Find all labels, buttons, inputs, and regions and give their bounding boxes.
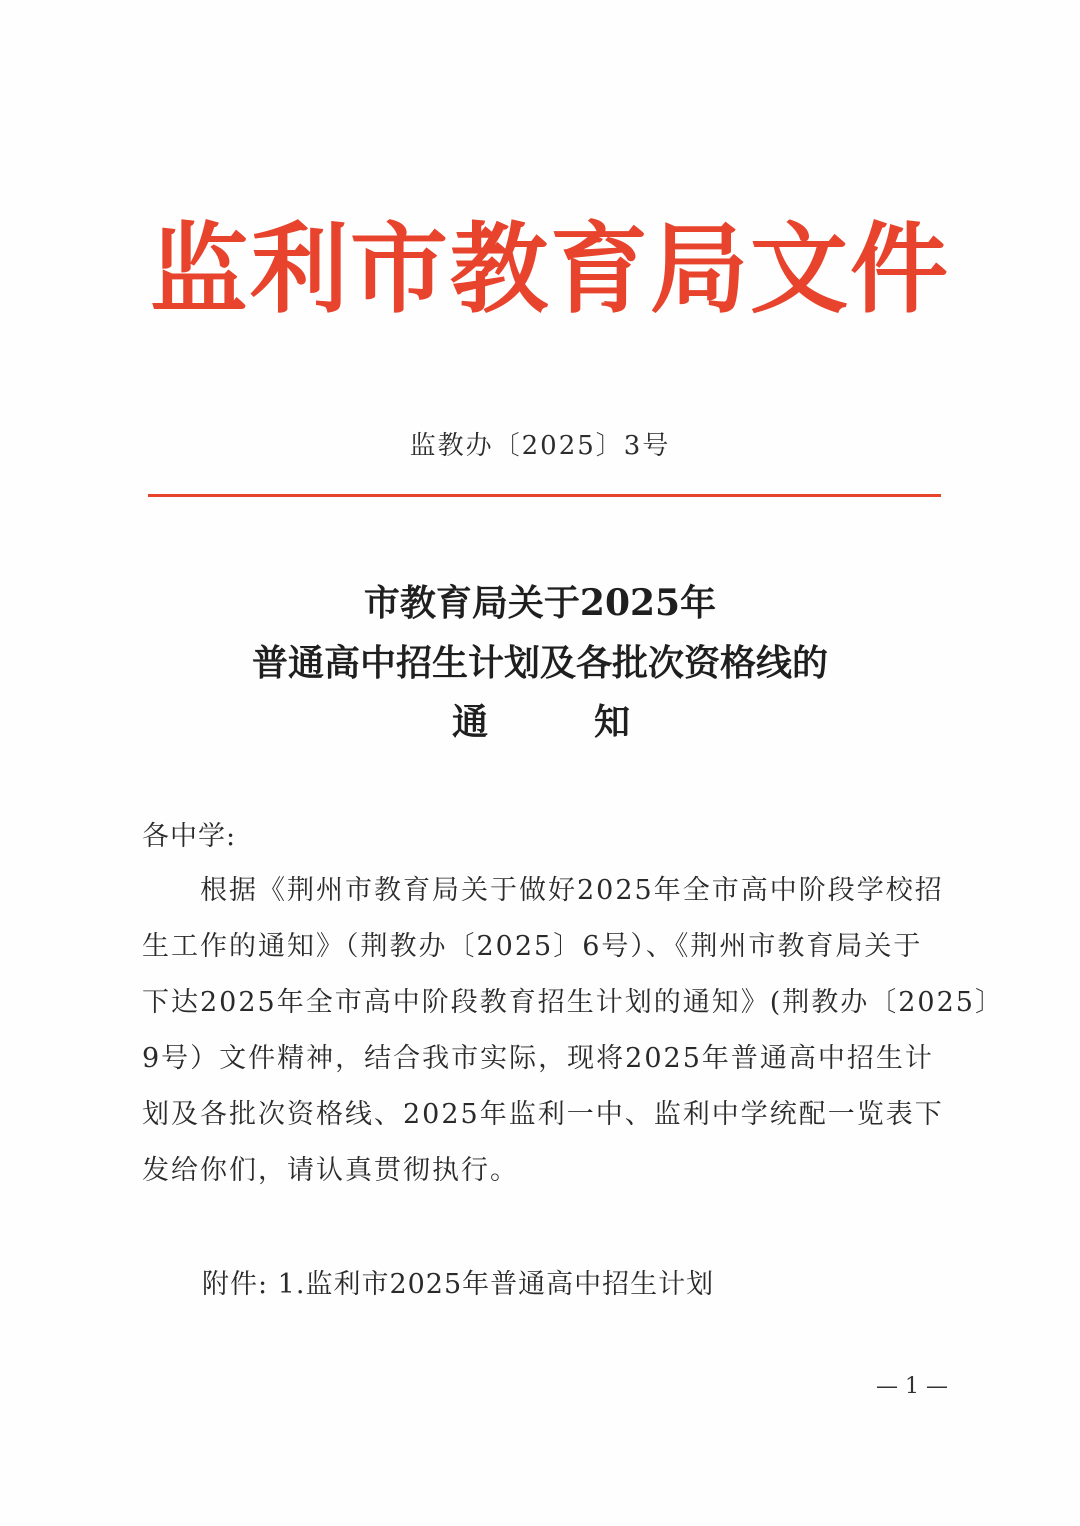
salutation: 各中学: bbox=[142, 821, 237, 852]
body-line-5: 划及各批次资格线、2025年监利一中、监利中学统配一览表下 bbox=[142, 1099, 944, 1130]
body-line-6: 发给你们，请认真贯彻执行。 bbox=[142, 1155, 519, 1186]
title-line-3-right: 知 bbox=[594, 701, 631, 743]
title-line-1: 市教育局关于2025年 bbox=[363, 582, 717, 624]
title-line-2: 普通高中招生计划及各批次资格线的 bbox=[251, 642, 828, 684]
body-line-3: 下达2025年全市高中阶段教育招生计划的通知》(荆教办〔2025〕 bbox=[142, 987, 1004, 1018]
document-masthead: 监利市教育局文件 bbox=[150, 213, 951, 327]
title-line-3-left: 通 bbox=[452, 701, 489, 743]
body-line-4: 9号）文件精神，结合我市实际，现将2025年普通高中招生计 bbox=[142, 1043, 934, 1074]
page-number: — 1 — bbox=[876, 1374, 948, 1399]
body-line-1: 根据《荆州市教育局关于做好2025年全市高中阶段学校招 bbox=[142, 875, 944, 906]
document-number: 监教办〔2025〕3号 bbox=[409, 431, 671, 461]
attachment-line: 附件: 1.监利市2025年普通高中招生计划 bbox=[202, 1269, 715, 1300]
red-divider-line bbox=[148, 494, 941, 497]
body-line-2: 生工作的通知》（荆教办〔2025〕6号）、《荆州市教育局关于 bbox=[142, 931, 923, 962]
